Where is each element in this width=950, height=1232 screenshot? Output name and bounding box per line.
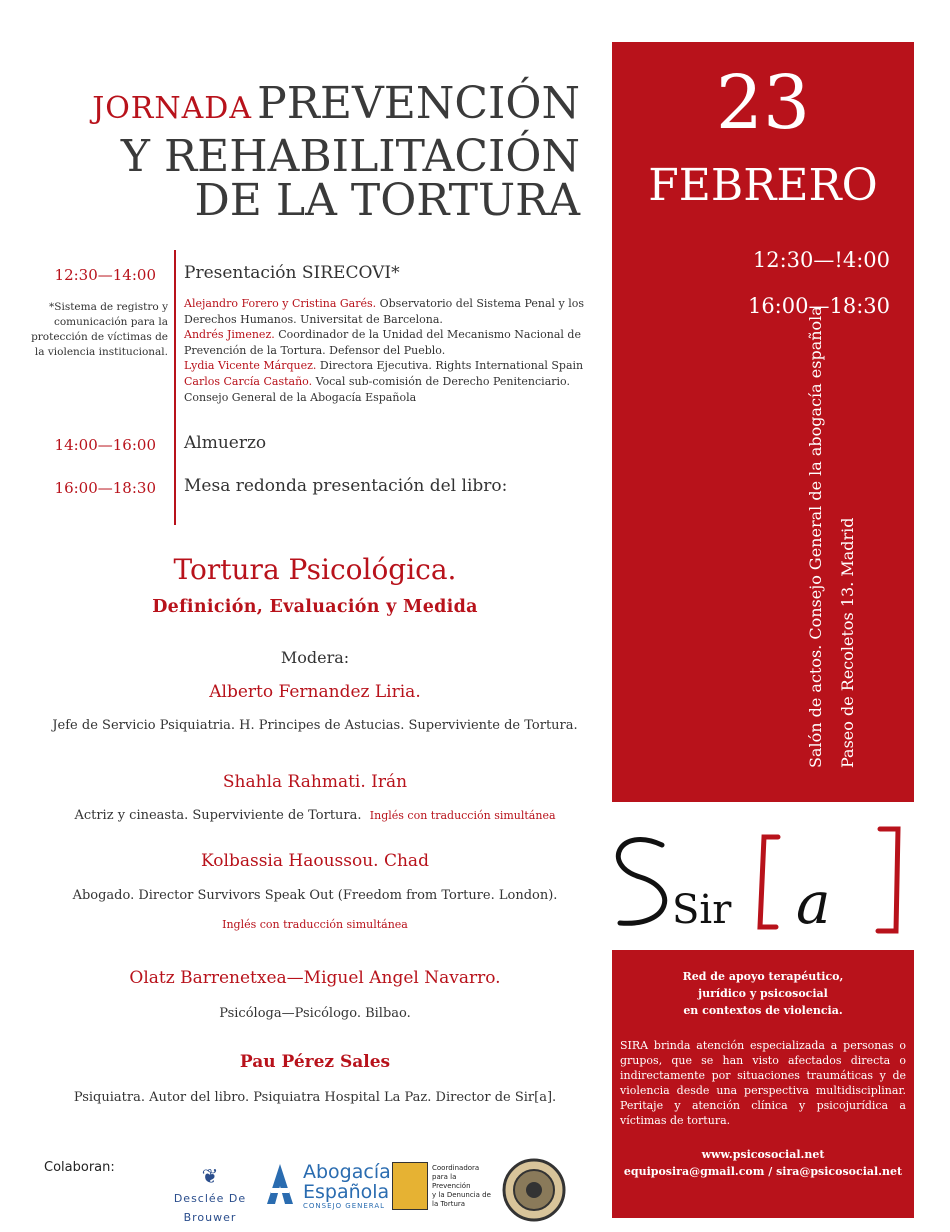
speaker-item — [184, 374, 604, 405]
sira-heading-2: jurídico y psicosocial — [698, 987, 828, 1000]
panelist-desc: Jefe de Servicio Psiquiatria. H. Principes de Astucias. Superviviente de Tortura. — [52, 718, 578, 733]
svg-text:a: a — [796, 869, 831, 937]
speaker-name: Carlos Carcía Castaño. — [184, 374, 313, 388]
venue-line-1: Salón de actos. Consejo General de la abogacía española — [806, 306, 825, 768]
panel-time-2: 16:00—18:30 — [747, 294, 890, 318]
speaker-item — [184, 327, 604, 358]
sira-web-link[interactable]: www.psicosocial.net — [701, 1148, 825, 1161]
schedule-divider — [174, 250, 176, 525]
panelist-desc: Actriz y cineasta. Superviviente de Tortura. — [74, 808, 362, 823]
speaker-name: Alejandro Forero y Cristina Garés. — [184, 297, 377, 310]
title-line-2: Y REHABILITACIÓN — [120, 131, 580, 182]
abogacia-text-2: Española — [303, 1181, 390, 1203]
schedule-label-1: Presentación SIRECOVI* — [184, 263, 400, 283]
sira-heading-1: Red de apoyo terapéutico, — [682, 970, 844, 983]
cpdt-text — [432, 1164, 494, 1209]
book-title: Tortura Psicológica. — [173, 553, 457, 586]
panelist-desc: Psiquiatra. Autor del libro. Psiquiatra Hospital La Paz. Director de Sir[a]. — [73, 1090, 557, 1105]
schedule-label-2: Almuerzo — [184, 433, 267, 453]
title-line-3: DE LA TORTURA — [194, 175, 580, 226]
panel-time-1: 12:30—!4:00 — [752, 248, 890, 272]
sira-heading — [612, 968, 914, 1019]
venue-block: Salón de actos. Consejo General de la abogacía española Paseo de Recoletos 13. Madrid — [806, 306, 857, 768]
speaker-desc: Vocal sub-comisión de Derecho Penitenciario. Consejo General de la Abogacía Española — [184, 374, 570, 404]
panelist-name: Kolbassia Haoussou. Chad — [201, 851, 429, 871]
schedule-time-2: 14:00—16:00 — [54, 436, 156, 454]
sirecovi-note: *Sistema de registro y comunicación para la protección de víctimas de la violencia institucional. — [31, 301, 168, 358]
collaborators-label: Colaboran: — [44, 1160, 115, 1175]
panelist-name: Pau Pérez Sales — [239, 1052, 391, 1072]
date-panel — [612, 42, 914, 802]
speaker-name: Lydia Vicente Márquez. — [184, 359, 317, 373]
abogacia-icon — [265, 1162, 295, 1206]
cpdt-text-3: y la Denuncia de — [432, 1191, 491, 1199]
desclee-icon: ❦ — [201, 1164, 219, 1188]
speaker-desc: Observatorio del Sistema Penal y los Derechos Humanos. Universitat de Barcelona. — [184, 297, 585, 326]
speaker-desc: Coordinador de la Unidad del Mecanismo Nacional de Prevención de la Tortura. Defensor del Pueblo. — [184, 328, 581, 357]
schedule-time-1: 12:30—14:00 — [54, 266, 156, 284]
abogacia-text-1: Abogacía — [303, 1161, 391, 1183]
schedule-label-3: Mesa redonda presentación del libro: — [184, 476, 508, 496]
panelist-name: Shahla Rahmati. Irán — [222, 772, 408, 792]
cpdt-text-4: la Tortura — [432, 1200, 466, 1208]
panelist-name: Olatz Barrenetxea—Miguel Angel Navarro. — [129, 968, 501, 988]
sira-logo — [600, 815, 920, 945]
speaker-desc: Directora Ejecutiva. Rights International Spain — [316, 359, 584, 373]
cpdt-logo — [392, 1162, 494, 1212]
moderator-label: Modera: — [280, 648, 350, 667]
title-line-1: PREVENCIÓN — [257, 78, 580, 129]
jornada-label: JORNADA — [92, 91, 253, 126]
desclee-text: Desclée De Brouwer — [173, 1192, 247, 1224]
book-subtitle: Definición, Evaluación y Medida — [152, 597, 478, 617]
panelist-desc: Psicóloga—Psicólogo. Bilbao. — [219, 1006, 411, 1021]
cpdt-text-2: para la Prevención — [432, 1173, 471, 1190]
speaker-name: Andrés Jimenez. — [184, 328, 275, 342]
speaker-item — [184, 358, 604, 374]
translation-note: Inglés con traducción simultánea — [222, 918, 408, 931]
speakers-list — [184, 296, 604, 405]
panelist-desc: Abogado. Director Survivors Speak Out (Freedom from Torture. London). — [72, 888, 558, 903]
schedule-time-3: 16:00—18:30 — [54, 479, 156, 497]
sira-contact — [612, 1146, 914, 1180]
sira-email-link[interactable]: equiposira@gmail.com / sira@psicosocial.net — [623, 1165, 903, 1178]
sira-description: SIRA brinda atención especializada a personas o grupos, que se han visto afectados directa o indirectamente por situaciones traumáticas y de violencia desde una perspectiva multidisciplinar. Peritaje y atención clínica y psicojurídica a víctimas de tortura. — [620, 1039, 906, 1127]
event-title — [40, 78, 580, 226]
sira-heading-3: en contextos de violencia. — [683, 1004, 843, 1017]
abogacia-text-3: CONSEJO GENERAL — [303, 1202, 386, 1210]
cpdt-icon — [392, 1162, 428, 1210]
panelist-desc-row — [40, 808, 590, 823]
seal-logo — [502, 1158, 566, 1222]
logo-text-1: Sir — [672, 887, 732, 933]
event-month: FEBRERO — [648, 160, 878, 211]
sira-info-panel — [612, 950, 914, 1218]
cpdt-text-1: Coordinadora — [432, 1164, 480, 1172]
speaker-item — [184, 296, 604, 327]
translation-note: Inglés con traducción simultánea — [369, 809, 556, 822]
panelist-name: Alberto Fernandez Liria. — [209, 682, 421, 702]
event-day: 23 — [715, 60, 811, 146]
desclee-logo — [160, 1165, 260, 1225]
